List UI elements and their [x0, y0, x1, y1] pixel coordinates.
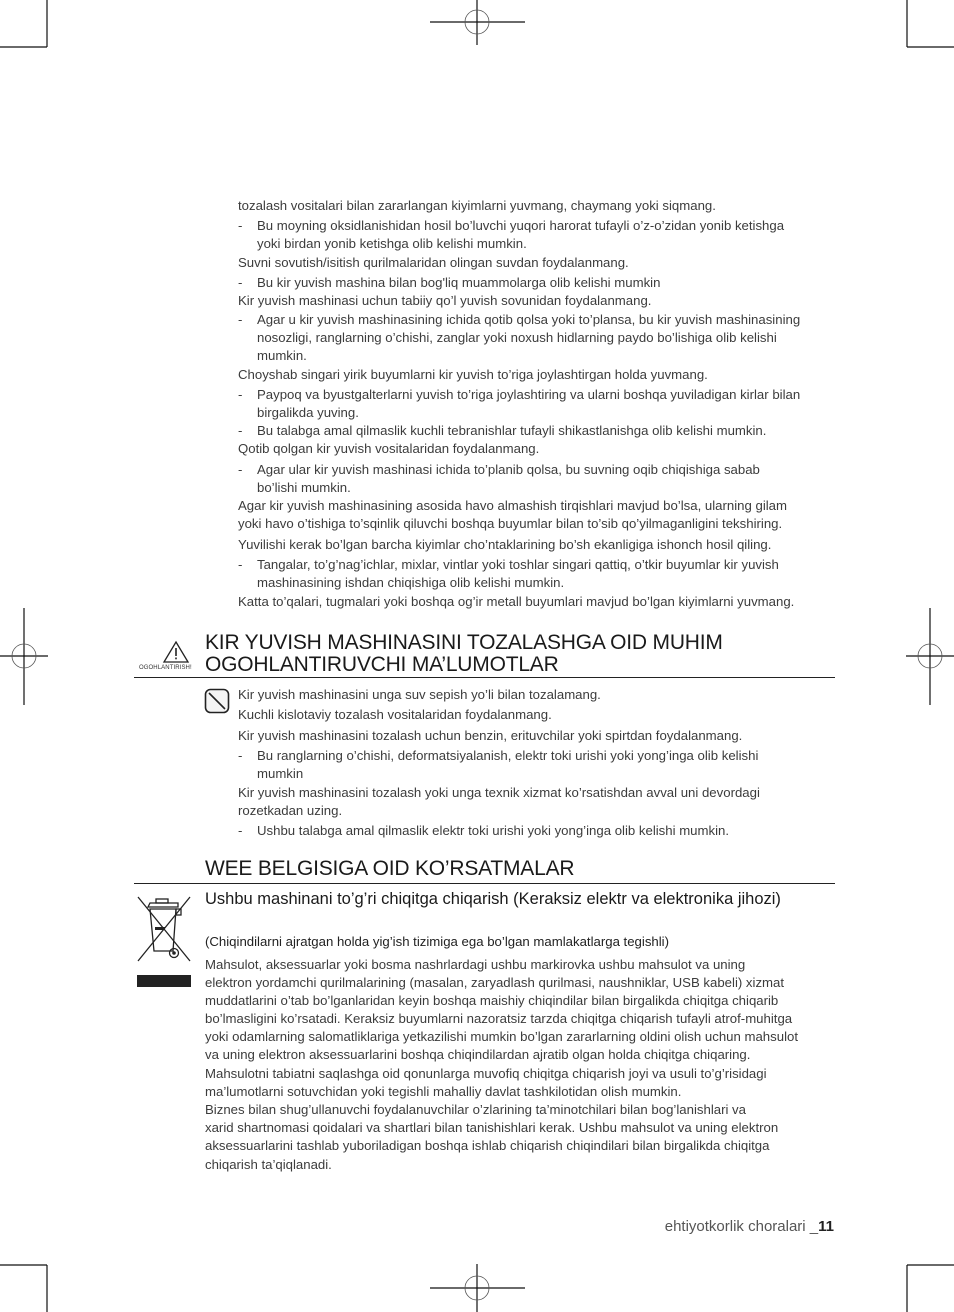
paragraph-line: mumkin [257, 766, 304, 781]
paragraph-line: Suvni sovutish/isitish qurilmalaridan olingan suvdan foydalanmang. [238, 255, 629, 270]
warning-triangle-icon [162, 640, 190, 664]
paragraph-line: tozalash vositalari bilan zararlangan kiyimlarni yuvmang, chaymang yoki siqmang. [238, 198, 716, 213]
page-number: 11 [818, 1218, 834, 1235]
paragraph-line: xarid shartnomasi qoidalari va shartlari bilan tanishishlari kerak. Ushbu mahsulot va uning elektron [205, 1120, 779, 1135]
bullet-dash: - [238, 387, 243, 402]
paragraph-line: ma’lumotlarni sotuvchidan yoki tegishli mahalliy davlat tashkilotidan olish mumkin. [205, 1084, 682, 1099]
section-divider [134, 677, 835, 678]
paragraph-line: mumkin. [257, 348, 307, 363]
bullet-item: Paypoq va byustgalterlarni yuvish to’riga joylashtiring va ularni boshqa yuviladigan kirlar bilan [257, 387, 801, 402]
paragraph-line: Kir yuvish mashinasini tozalash yoki unga texnik xizmat ko’rsatishdan avval uni devordagi [238, 785, 760, 800]
bullet-item: Ushbu talabga amal qilmaslik elektr toki urishi yoki yong’inga olib kelishi mumkin. [257, 823, 730, 838]
paragraph-line: elektron yordamchi qurilmalarining (masalan, zaryadlash qurilmasi, naushniklar, USB kabeli) xizmat [205, 975, 785, 990]
paragraph-line: Kuchli kislotaviy tozalash vositalaridan foydalanmang. [238, 707, 552, 722]
wee-applicability-note: (Chiqindilarni ajratgan holda yig’ish tizimiga ega bo’lgan mamlakatlarga tegishli) [205, 934, 670, 949]
bullet-dash: - [238, 275, 243, 290]
wee-subheading: Ushbu mashinani to’g’ri chiqitga chiqarish (Keraksiz elektr va elektronika jihozi) [205, 890, 781, 908]
bullet-dash: - [238, 557, 243, 572]
bullet-item: Bu moyning oksidlanishidan hosil bo’luvchi yuqori harorat tufayli o’z-o’zidan yonib ketishga [257, 218, 785, 233]
paragraph-line: Katta to’qalari, tugmalari yoki boshqa og’ir metall buyumlari mavjud bo’lgan kiyimlarni yuvmang. [238, 594, 795, 609]
bullet-item: Agar ular kir yuvish mashinasi ichida to’planib qolsa, bu suvning oqib chiqishiga sabab [257, 462, 760, 477]
paragraph-line: yoki odamlarning salomatliklariga yetkazilishi mumkin bo’lgan zararlarning oldini olish uchun mahsulot [205, 1029, 798, 1044]
paragraph-line: aksessuarlarini tashlab yuboriladigan boshqa ishlab chiqarish chiqindilari bilan birgalikda chiqitga [205, 1138, 770, 1153]
paragraph-line: muddatlarini o’tab bo’lganlaridan keyin boshqa maishiy chiqindilar bilan birgalikda chiqitga chiqarib [205, 993, 779, 1008]
no-entry-icon [204, 688, 230, 714]
bullet-dash: - [238, 748, 243, 763]
bullet-item: Bu talabga amal qilmaslik kuchli tebranishlar tufayli shikastlanishga olib kelishi mumkin. [257, 423, 767, 438]
paragraph-line: mashinasining ishdan chiqishiga olib kelishi mumkin. [257, 575, 565, 590]
paragraph-line: Mahsulotni tabiatni saqlashga oid qonunlarga muvofiq chiqitga chiqarish joyi va usuli to’g’risidagi [205, 1066, 767, 1081]
paragraph-line: rozetkadan uzing. [238, 803, 343, 818]
bullet-item: Tangalar, to’g’nag’ichlar, mixlar, vintlar yoki toshlar singari qattiq, o’tkir buyumlar kir yuvish [257, 557, 779, 572]
paragraph-line: Choyshab singari yirik buyumlarni kir yuvish to’riga joylashtirgan holda yuvmang. [238, 367, 708, 382]
bullet-item: Agar u kir yuvish mashinasining ichida qotib qolsa yoki to’plansa, bu kir yuvish mashinasining [257, 312, 801, 327]
crossed-out-wheelie-bin-icon [134, 893, 194, 989]
paragraph-line: va uning elektron aksessuarlarini boshqa chiqindilardan ajratib olgan holda chiqitga chiqaring. [205, 1047, 751, 1062]
paragraph-line: birgalikda yuving. [257, 405, 359, 420]
bullet-dash: - [238, 312, 243, 327]
paragraph-line: Biznes bilan shug’ullanuvchi foydalanuvchilar o’zlarining ta’minotchilari bilan bog’lanishlari va [205, 1102, 746, 1117]
paragraph-line: bo’lishi mumkin. [257, 480, 351, 495]
section-heading-wee: WEE BELGISIGA OID KO’RSATMALAR [205, 857, 575, 880]
bullet-dash: - [238, 823, 243, 838]
paragraph-line: Kir yuvish mashinasini unga suv sepish yo’li bilan tozalamang. [238, 687, 601, 702]
bullet-dash: - [238, 462, 243, 477]
page-footer [665, 1218, 834, 1235]
bullet-dash: - [238, 218, 243, 233]
paragraph-line: Yuvilishi kerak bo’lgan barcha kiyimlar cho’ntaklarining bo’sh ekanligiga ishonch hosil qiling. [238, 537, 772, 552]
paragraph-line: bo’lmasligini ko’rsatadi. Keraksiz buyumlarni nazoratsiz tarzda chiqitga chiqarish tufayli atrof-muhitga [205, 1011, 793, 1026]
warning-label: OGOHLANTIRISH! [139, 665, 192, 671]
paragraph-line: Qotib qolgan kir yuvish vositalaridan foydalanmang. [238, 441, 540, 456]
paragraph-line: Kir yuvish mashinasi uchun tabiiy qo’l yuvish sovunidan foydalanmang. [238, 293, 652, 308]
section-heading-cleaning-line2: OGOHLANTIRUVCHI MA’LUMOTLAR [205, 653, 559, 676]
section-heading-cleaning-line1: KIR YUVISH MASHINASINI TOZALASHGA OID MUHIM [205, 631, 723, 654]
section-divider [134, 883, 835, 884]
paragraph-line: Mahsulot, aksessuarlar yoki bosma nashrlardagi ushbu markirovka ushbu mahsulot va uning [205, 957, 746, 972]
bullet-item: Bu kir yuvish mashina bilan bog'liq muammolarga olib kelishi mumkin [257, 275, 661, 290]
footer-section-name: ehtiyotkorlik choralari _ [664, 1218, 819, 1235]
bullet-dash: - [238, 423, 243, 438]
bullet-item: Bu ranglarning o’chishi, deformatsiyalanish, elektr toki urishi yoki yong’inga olib kelishi [257, 748, 759, 763]
paragraph-line: chiqarish ta’qiqlanadi. [205, 1157, 332, 1172]
paragraph-line: yoki birdan yonib ketishga olib kelishi mumkin. [257, 236, 527, 251]
paragraph-line: yoki havo o’tishiga to’sqinlik qiluvchi boshqa buyumlar bilan to’sib qo’yilmaganligini tekshiring. [238, 516, 783, 531]
paragraph-line: nosozligi, ranglarning o’chishi, zanglar yoki noxush hidlarning paydo bo’lishiga olib kelishi [257, 330, 777, 345]
paragraph-line: Kir yuvish mashinasini tozalash uchun benzin, erituvchilar yoki spirtdan foydalanmang. [238, 728, 743, 743]
paragraph-line: Agar kir yuvish mashinasining asosida havo almashish tirqishlari mavjud bo’lsa, ularning gilam [238, 498, 788, 513]
